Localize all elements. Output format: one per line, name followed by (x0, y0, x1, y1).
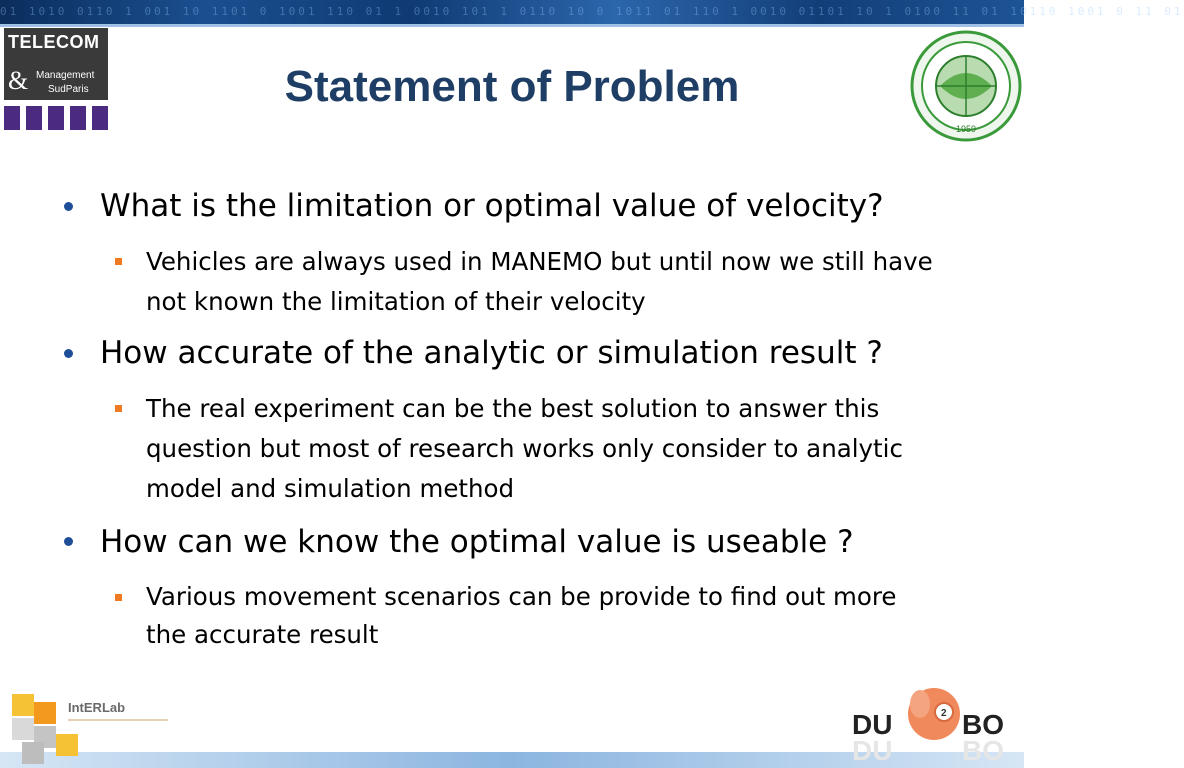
bullet-item: How can we know the optimal value is useable ? (100, 524, 854, 560)
bullet-dot (64, 349, 73, 358)
slide-title: Statement of Problem (284, 62, 740, 111)
subbullet-square (115, 405, 122, 412)
svg-text:DU: DU (852, 709, 893, 740)
telecom-logo: TELECOM & Management SudParis (4, 28, 108, 134)
svg-text:DU: DU (852, 735, 893, 766)
subbullet-square (115, 594, 122, 601)
bullet-dot (64, 202, 73, 211)
top-banner: 01 1010 0110 1 001 10 1101 0 1001 110 01 1 0010 101 1 0110 10 0 1011 01 110 1 0010 01101 10 1 0100 11 01 10110 1001 0 11 01 (0, 0, 1024, 24)
bullet-item: What is the limitation or optimal value of velocity? (100, 188, 884, 224)
subbullet-item: The real experiment can be the best solution to answer this question but most of research works only consider to analytic model and simulation method (146, 394, 903, 503)
subbullet-item: Vehicles are always used in MANEMO but until now we still have not known the limitation of their velocity (146, 247, 933, 316)
bullet-item: How accurate of the analytic or simulation result ? (100, 335, 883, 371)
interlab-logo (8, 684, 178, 766)
dumbo-logo (848, 684, 1020, 764)
bullet-dot (64, 537, 73, 546)
svg-text:BO: BO (962, 709, 1004, 740)
svg-text:1959: 1959 (955, 124, 977, 134)
subbullet-item: Various movement scenarios can be provide to find out more the accurate result (146, 582, 897, 649)
svg-text:2: 2 (941, 708, 947, 719)
subbullet-square (115, 258, 122, 265)
svg-text:BO: BO (962, 735, 1004, 766)
svg-text:IntERLab: IntERLab (68, 700, 126, 715)
